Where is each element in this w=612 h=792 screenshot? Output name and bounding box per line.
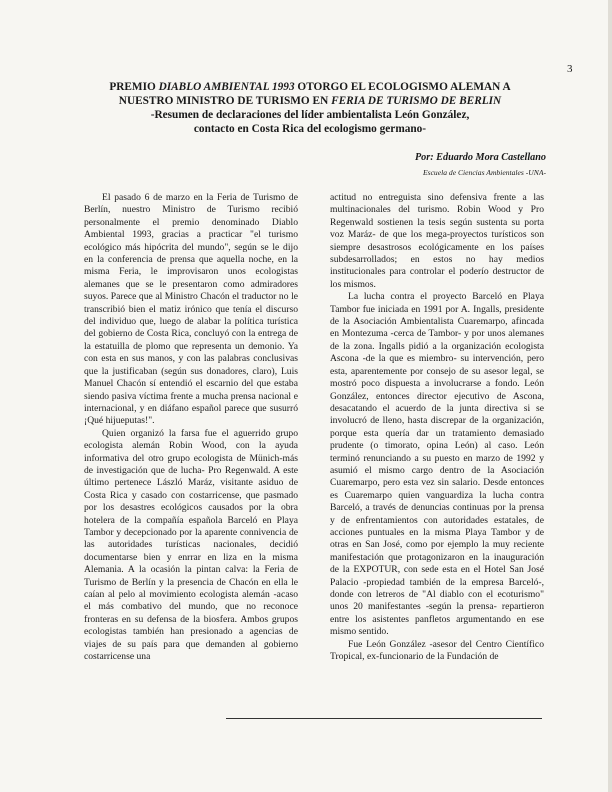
article-paragraph: El pasado 6 de marzo en la Feria de Turismo de Berlín, nuestro Ministro de Turismo recibió personalmente el premio denominado Diablo Ambiental 1993, gracias a practicar "el turismo ecológico más hipócrita del mundo", según se le dijo en la conferencia de prensa que aquella noche, en la misma Feria, le improvisaron unos ecologistas alemanes que se le presentaron como admiradores suyos. Parece que al Ministro Chacón el traductor no le transcribió bien el matiz irónico que tenía el discurso del individuo que, luego de alabar la política turística del gobierno de Costa Rica, concluyó con la entrega de la estatuilla de plomo que representa un demonio. Ya con esta en sus manos, y con las palabras conclusivas que la justificaban (según sus donadores, claro), Luis Manuel Chacón sí entendió el escarnio del que estaba siendo pasiva víctima frente a mucha prensa nacional e internacional, y en diáfano español parece que susurró ¡Qué hijueputas!". <box>84 192 298 427</box>
author-byline: Por: Eduardo Mora Castellano <box>414 152 546 163</box>
title-line-1 <box>80 80 540 94</box>
article-paragraph: La lucha contra el proyecto Barceló en Playa Tambor fue iniciada en 1991 por A. Ingalls, presidente de la Asociación Ambientalista Cuaremarpo, afincada en Montezuma -cerca de Tambor- y por unos alemanes de la zona. Ingalls pidió a la organización ecologista Ascona -de la que es miembro- su intervención, pero esta, aparentemente por consejo de su asesor legal, se mostró poco dispuesta a involucrarse a fondo. León González, entonces director ejecutivo de Ascona, desacatando el acuerdo de la junta directiva si se involucró de lleno, hasta discrepar de la organización, porque esta quería dar un tratamiento demasiado prudente (o timorato, opina León) al caso. León terminó renunciando a su puesto en marzo de 1992 y asumió el mismo cargo dentro de la Asociación Cuaremarpo, pero esta vez sin salario. Desde entonces es Cuaremarpo quien vanguardiza la lucha contra Barceló, a través de denuncias continuas por la prensa y de enfrentamientos con autoridades estatales, de acciones puntuales en la misma Playa Tambor y de otras en San José, como por ejemplo la muy reciente manifestación que protagonizaron en la inauguración de la EXPOTUR, con sede esta en el Hotel San José Palacio -propiedad también de la empresa Barceló-, donde con letreros de "Al diablo con el ecoturismo" unos 20 manifestantes -según la prensa- repartieron entre los asistentes panfletos argumentando en ese mismo sentido. <box>330 291 544 638</box>
article-column-right <box>330 192 544 663</box>
title-italic-text: DIABLO AMBIENTAL 1993 <box>158 81 295 93</box>
title-text: NUESTRO MINISTRO DE TURISMO EN <box>118 95 332 107</box>
page-edge <box>608 0 612 792</box>
subtitle-line-2: contacto en Costa Rica del ecologismo germano- <box>193 123 427 135</box>
article-paragraph: Quien organizó la farsa fue el aguerrido grupo ecologista alemán Robin Wood, con la ayuda informativa del otro grupo ecologista de Münich-más de investigación que de lucha- Pro Regenwald. A este último pertenece László Maráz, visitante asiduo de Costa Rica y casado con costarricense, que pasmado por los desastres ecológicos causados por la obra hotelera de la compañía española Barceló en Playa Tambor y decepcionado por la aparente connivencia de las autoridades turísticas nacionales, decidió documentarse bien y enrrar en liza en la misma Alemania. A la ocasión la pintan calva: la Feria de Turismo de Berlín y la presencia de Chacón en ella le caían al pelo al movimiento ecologista alemán -acaso el más combativo del mundo, que no reconoce fronteras en su defensa de la biosfera. Ambos grupos ecologistas también han presionado a agencias de viajes de su país para que demanden al gobierno costarricense una <box>84 427 298 663</box>
title-text: OTORGO EL ECOLOGISMO ALEMAN A <box>294 81 511 93</box>
article-column-left <box>84 192 298 663</box>
article-paragraph: Fue León González -asesor del Centro Científico Tropical, ex-funcionario de la Fundación de <box>330 638 544 663</box>
title-line-2 <box>80 94 540 108</box>
title-text: PREMIO <box>109 81 159 93</box>
page-number: 3 <box>567 63 573 75</box>
article-paragraph: actitud no entreguista sino defensiva frente a las multinacionales del turismo. Robin Wood y Pro Regenwald sostienen la tesis según sustenta su porta voz Maráz- de que los mega-proyectos turísticos son siempre desastrosos ecológicamente en los países subdesarrollados; en estos no hay medios institucionales para controlar el poderío destructor de los mismos. <box>330 192 544 290</box>
author-affiliation: Escuela de Ciencias Ambientales -UNA- <box>422 168 546 177</box>
title-italic-text: FERIA DE TURISMO DE BERLIN <box>331 95 502 107</box>
article-title <box>80 80 540 136</box>
subtitle-line-1: -Resumen de declaraciones del líder ambientalista León González, <box>150 109 470 121</box>
bottom-rule <box>226 718 542 719</box>
